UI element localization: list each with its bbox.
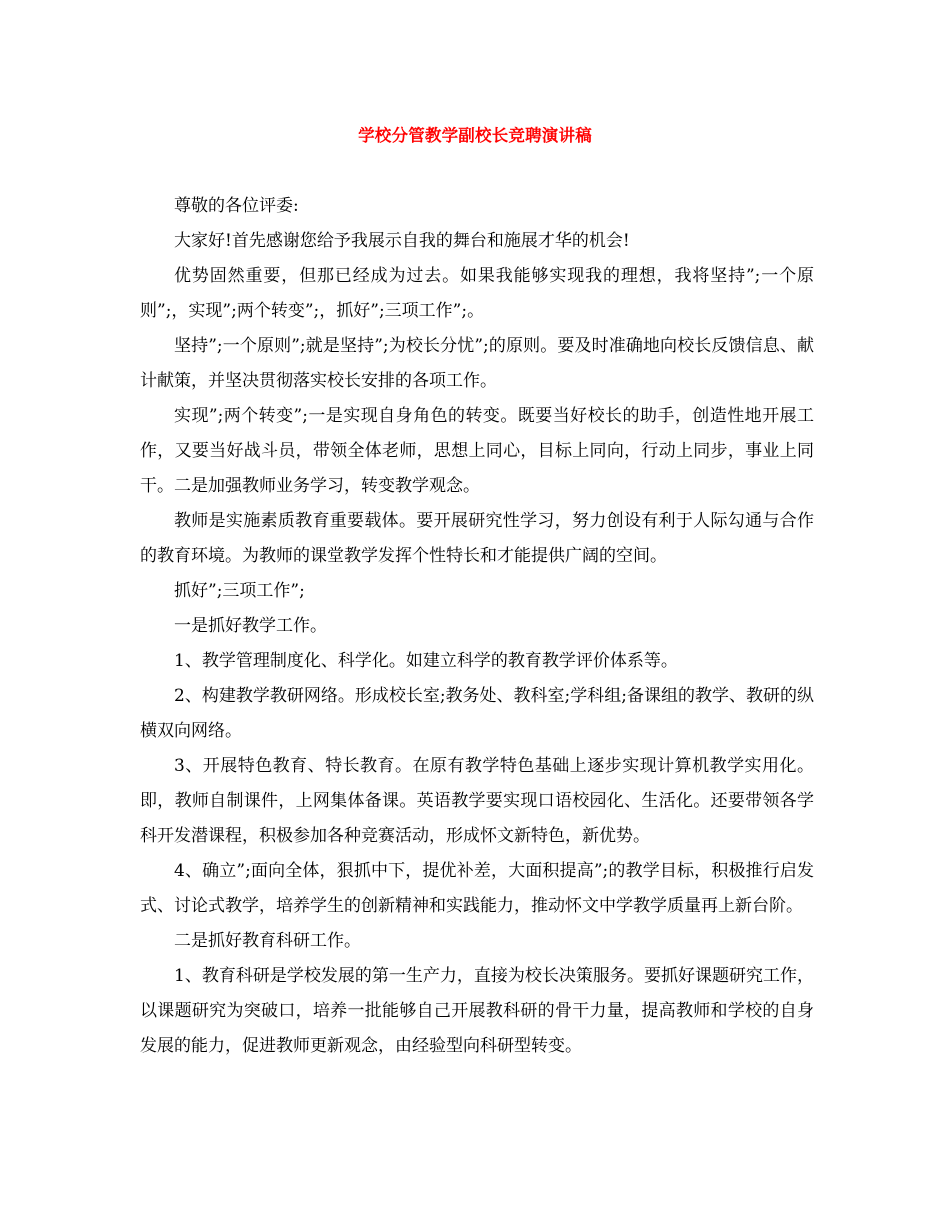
paragraph-item-1: 1、教学管理制度化、科学化。如建立科学的教育教学评价体系等。: [174, 651, 678, 671]
paragraph-item-2: 2、构建教学教研网络。形成校长室;教务处、教科室;学科组;备课组的教学、教研的纵横双向网络。: [140, 686, 814, 741]
paragraph-three-tasks: 抓好”;三项工作”;: [174, 581, 305, 601]
paragraph-item-3: 3、开展特色教育、特长教育。在原有教学特色基础上逐步实现计算机教学实用化。即，教师自制课件，上网集体备课。英语教学要实现口语校园化、生活化。还要带领各学科开发潜课程，积极参加各种竞赛活动，形成怀文新特色，新优势。: [140, 756, 814, 846]
paragraph-teaching-work: 一是抓好教学工作。: [174, 616, 327, 636]
paragraph-principle: 坚持”;一个原则”;就是坚持”;为校长分忧”;的原则。要及时准确地向校长反馈信息、献计献策，并坚决贯彻落实校长安排的各项工作。: [140, 336, 814, 391]
document-body: [140, 189, 814, 1064]
paragraph-research-work: 二是抓好教育科研工作。: [174, 931, 361, 951]
paragraph-teachers: 教师是实施素质教育重要载体。要开展研究性学习，努力创设有利于人际勾通与合作的教育环境。为教师的课堂教学发挥个性特长和才能提供广阔的空间。: [140, 511, 814, 566]
paragraph-research-item-1: 1、教育科研是学校发展的第一生产力，直接为校长决策服务。要抓好课题研究工作，以课题研究为突破口，培养一批能够自己开展教科研的骨干力量，提高教师和学校的自身发展的能力，促进教师更新观念，由经验型向科研型转变。: [140, 966, 814, 1056]
paragraph-item-4: 4、确立”;面向全体，狠抓中下，提优补差，大面积提高”;的教学目标，积极推行启发式、讨论式教学，培养学生的创新精神和实践能力，推动怀文中学教学质量再上新台阶。: [140, 861, 814, 916]
document-title: 学校分管教学副校长竞聘演讲稿: [358, 126, 592, 145]
paragraph-two-changes: 实现”;两个转变”;一是实现自身角色的转变。既要当好校长的助手，创造性地开展工作，又要当好战斗员，带领全体老师，思想上同心，目标上同向，行动上同步，事业上同干。二是加强教师业务学习，转变教学观念。: [140, 406, 814, 496]
paragraph-salutation: 尊敬的各位评委:: [174, 196, 299, 216]
paragraph-greeting: 大家好!首先感谢您给予我展示自我的舞台和施展才华的机会!: [174, 231, 630, 251]
paragraph-intro: 优势固然重要，但那已经成为过去。如果我能够实现我的理想，我将坚持”;一个原则”;，实现”;两个转变”;，抓好”;三项工作”;。: [140, 266, 814, 321]
